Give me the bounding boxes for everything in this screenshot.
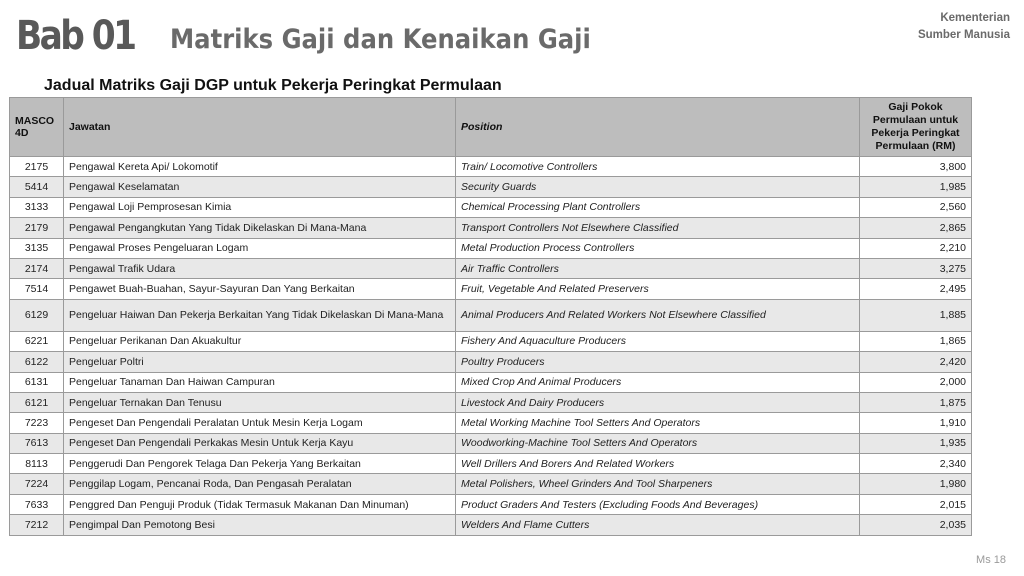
table-row bbox=[10, 494, 972, 514]
cell-position: Well Drillers And Borers And Related Workers bbox=[456, 454, 860, 474]
cell-job: Pengeset Dan Pengendali Peralatan Untuk Mesin Kerja Logam bbox=[64, 413, 456, 433]
cell-code: 6129 bbox=[10, 299, 64, 331]
cell-pay: 2,865 bbox=[860, 218, 972, 238]
cell-code: 7223 bbox=[10, 413, 64, 433]
cell-pay: 2,495 bbox=[860, 279, 972, 299]
cell-position: Mixed Crop And Animal Producers bbox=[456, 372, 860, 392]
cell-job: Pengawal Kereta Api/ Lokomotif bbox=[64, 157, 456, 177]
cell-position: Product Graders And Testers (Excluding Foods And Beverages) bbox=[456, 494, 860, 514]
cell-position: Animal Producers And Related Workers Not Elsewhere Classified bbox=[456, 299, 860, 331]
cell-code: 7212 bbox=[10, 515, 64, 535]
cell-pay: 2,340 bbox=[860, 454, 972, 474]
chapter-label: Bab 01 bbox=[16, 13, 135, 59]
table-row bbox=[10, 218, 972, 238]
cell-code: 8113 bbox=[10, 454, 64, 474]
cell-position: Train/ Locomotive Controllers bbox=[456, 157, 860, 177]
cell-job: Pengawal Pengangkutan Yang Tidak Dikelaskan Di Mana-Mana bbox=[64, 218, 456, 238]
cell-job: Pengawet Buah-Buahan, Sayur-Sayuran Dan Yang Berkaitan bbox=[64, 279, 456, 299]
table-body bbox=[10, 157, 972, 536]
cell-job: Pengimpal Dan Pemotong Besi bbox=[64, 515, 456, 535]
cell-job: Pengawal Loji Pemprosesan Kimia bbox=[64, 197, 456, 217]
table-title: Jadual Matriks Gaji DGP untuk Pekerja Peringkat Permulaan bbox=[44, 77, 502, 94]
cell-code: 6121 bbox=[10, 392, 64, 412]
cell-pay: 2,035 bbox=[860, 515, 972, 535]
cell-position: Woodworking-Machine Tool Setters And Operators bbox=[456, 433, 860, 453]
cell-code: 7613 bbox=[10, 433, 64, 453]
cell-code: 3135 bbox=[10, 238, 64, 258]
table-row bbox=[10, 433, 972, 453]
cell-pay: 2,560 bbox=[860, 197, 972, 217]
cell-code: 3133 bbox=[10, 197, 64, 217]
cell-pay: 3,275 bbox=[860, 258, 972, 278]
cell-pay: 1,980 bbox=[860, 474, 972, 494]
cell-position: Transport Controllers Not Elsewhere Classified bbox=[456, 218, 860, 238]
cell-job: Pengeluar Poltri bbox=[64, 352, 456, 372]
cell-code: 6131 bbox=[10, 372, 64, 392]
table-header-row bbox=[10, 98, 972, 157]
table-row bbox=[10, 331, 972, 351]
cell-job: Pengeset Dan Pengendali Perkakas Mesin Untuk Kerja Kayu bbox=[64, 433, 456, 453]
cell-code: 2175 bbox=[10, 157, 64, 177]
column-header-position: Position bbox=[456, 98, 860, 157]
table-row bbox=[10, 238, 972, 258]
cell-pay: 1,875 bbox=[860, 392, 972, 412]
cell-pay: 1,985 bbox=[860, 177, 972, 197]
table-row bbox=[10, 454, 972, 474]
table-row bbox=[10, 352, 972, 372]
column-header-pay: Gaji Pokok Permulaan untuk Pekerja Peringkat Permulaan (RM) bbox=[860, 98, 972, 157]
cell-code: 7633 bbox=[10, 494, 64, 514]
cell-job: Pengawal Proses Pengeluaran Logam bbox=[64, 238, 456, 258]
ministry-label bbox=[918, 10, 1010, 44]
cell-position: Livestock And Dairy Producers bbox=[456, 392, 860, 412]
cell-position: Security Guards bbox=[456, 177, 860, 197]
cell-job: Pengeluar Tanaman Dan Haiwan Campuran bbox=[64, 372, 456, 392]
cell-pay: 2,420 bbox=[860, 352, 972, 372]
cell-job: Penggred Dan Penguji Produk (Tidak Termasuk Makanan Dan Minuman) bbox=[64, 494, 456, 514]
table-row bbox=[10, 474, 972, 494]
column-header-code: MASCO 4D bbox=[10, 98, 64, 157]
table-row bbox=[10, 515, 972, 535]
page-title: Matriks Gaji dan Kenaikan Gaji bbox=[170, 24, 591, 55]
ministry-line-1: Kementerian bbox=[940, 12, 1010, 24]
cell-pay: 1,885 bbox=[860, 299, 972, 331]
table-row bbox=[10, 279, 972, 299]
cell-pay: 1,865 bbox=[860, 331, 972, 351]
page-number: Ms 18 bbox=[976, 554, 1006, 566]
column-header-job: Jawatan bbox=[64, 98, 456, 157]
cell-position: Fruit, Vegetable And Related Preservers bbox=[456, 279, 860, 299]
salary-matrix-table bbox=[9, 97, 972, 536]
cell-code: 2174 bbox=[10, 258, 64, 278]
cell-position: Metal Working Machine Tool Setters And Operators bbox=[456, 413, 860, 433]
cell-job: Pengawal Keselamatan bbox=[64, 177, 456, 197]
cell-code: 6221 bbox=[10, 331, 64, 351]
cell-pay: 2,015 bbox=[860, 494, 972, 514]
table-row bbox=[10, 413, 972, 433]
cell-code: 5414 bbox=[10, 177, 64, 197]
cell-position: Air Traffic Controllers bbox=[456, 258, 860, 278]
cell-position: Chemical Processing Plant Controllers bbox=[456, 197, 860, 217]
cell-job: Pengawal Trafik Udara bbox=[64, 258, 456, 278]
table-row bbox=[10, 157, 972, 177]
table-row bbox=[10, 299, 972, 331]
cell-pay: 2,000 bbox=[860, 372, 972, 392]
cell-job: Penggerudi Dan Pengorek Telaga Dan Pekerja Yang Berkaitan bbox=[64, 454, 456, 474]
cell-position: Fishery And Aquaculture Producers bbox=[456, 331, 860, 351]
cell-job: Pengeluar Ternakan Dan Tenusu bbox=[64, 392, 456, 412]
cell-code: 7224 bbox=[10, 474, 64, 494]
cell-job: Penggilap Logam, Pencanai Roda, Dan Pengasah Peralatan bbox=[64, 474, 456, 494]
ministry-line-2: Sumber Manusia bbox=[917, 29, 1010, 41]
cell-job: Pengeluar Haiwan Dan Pekerja Berkaitan Yang Tidak Dikelaskan Di Mana-Mana bbox=[64, 299, 456, 331]
cell-code: 2179 bbox=[10, 218, 64, 238]
cell-pay: 1,935 bbox=[860, 433, 972, 453]
cell-position: Poultry Producers bbox=[456, 352, 860, 372]
table-row bbox=[10, 177, 972, 197]
table-row bbox=[10, 197, 972, 217]
cell-pay: 1,910 bbox=[860, 413, 972, 433]
cell-position: Metal Polishers, Wheel Grinders And Tool Sharpeners bbox=[456, 474, 860, 494]
cell-code: 7514 bbox=[10, 279, 64, 299]
cell-job: Pengeluar Perikanan Dan Akuakultur bbox=[64, 331, 456, 351]
cell-code: 6122 bbox=[10, 352, 64, 372]
table-row bbox=[10, 372, 972, 392]
cell-position: Welders And Flame Cutters bbox=[456, 515, 860, 535]
cell-pay: 2,210 bbox=[860, 238, 972, 258]
table-row bbox=[10, 392, 972, 412]
table-row bbox=[10, 258, 972, 278]
cell-position: Metal Production Process Controllers bbox=[456, 238, 860, 258]
cell-pay: 3,800 bbox=[860, 157, 972, 177]
